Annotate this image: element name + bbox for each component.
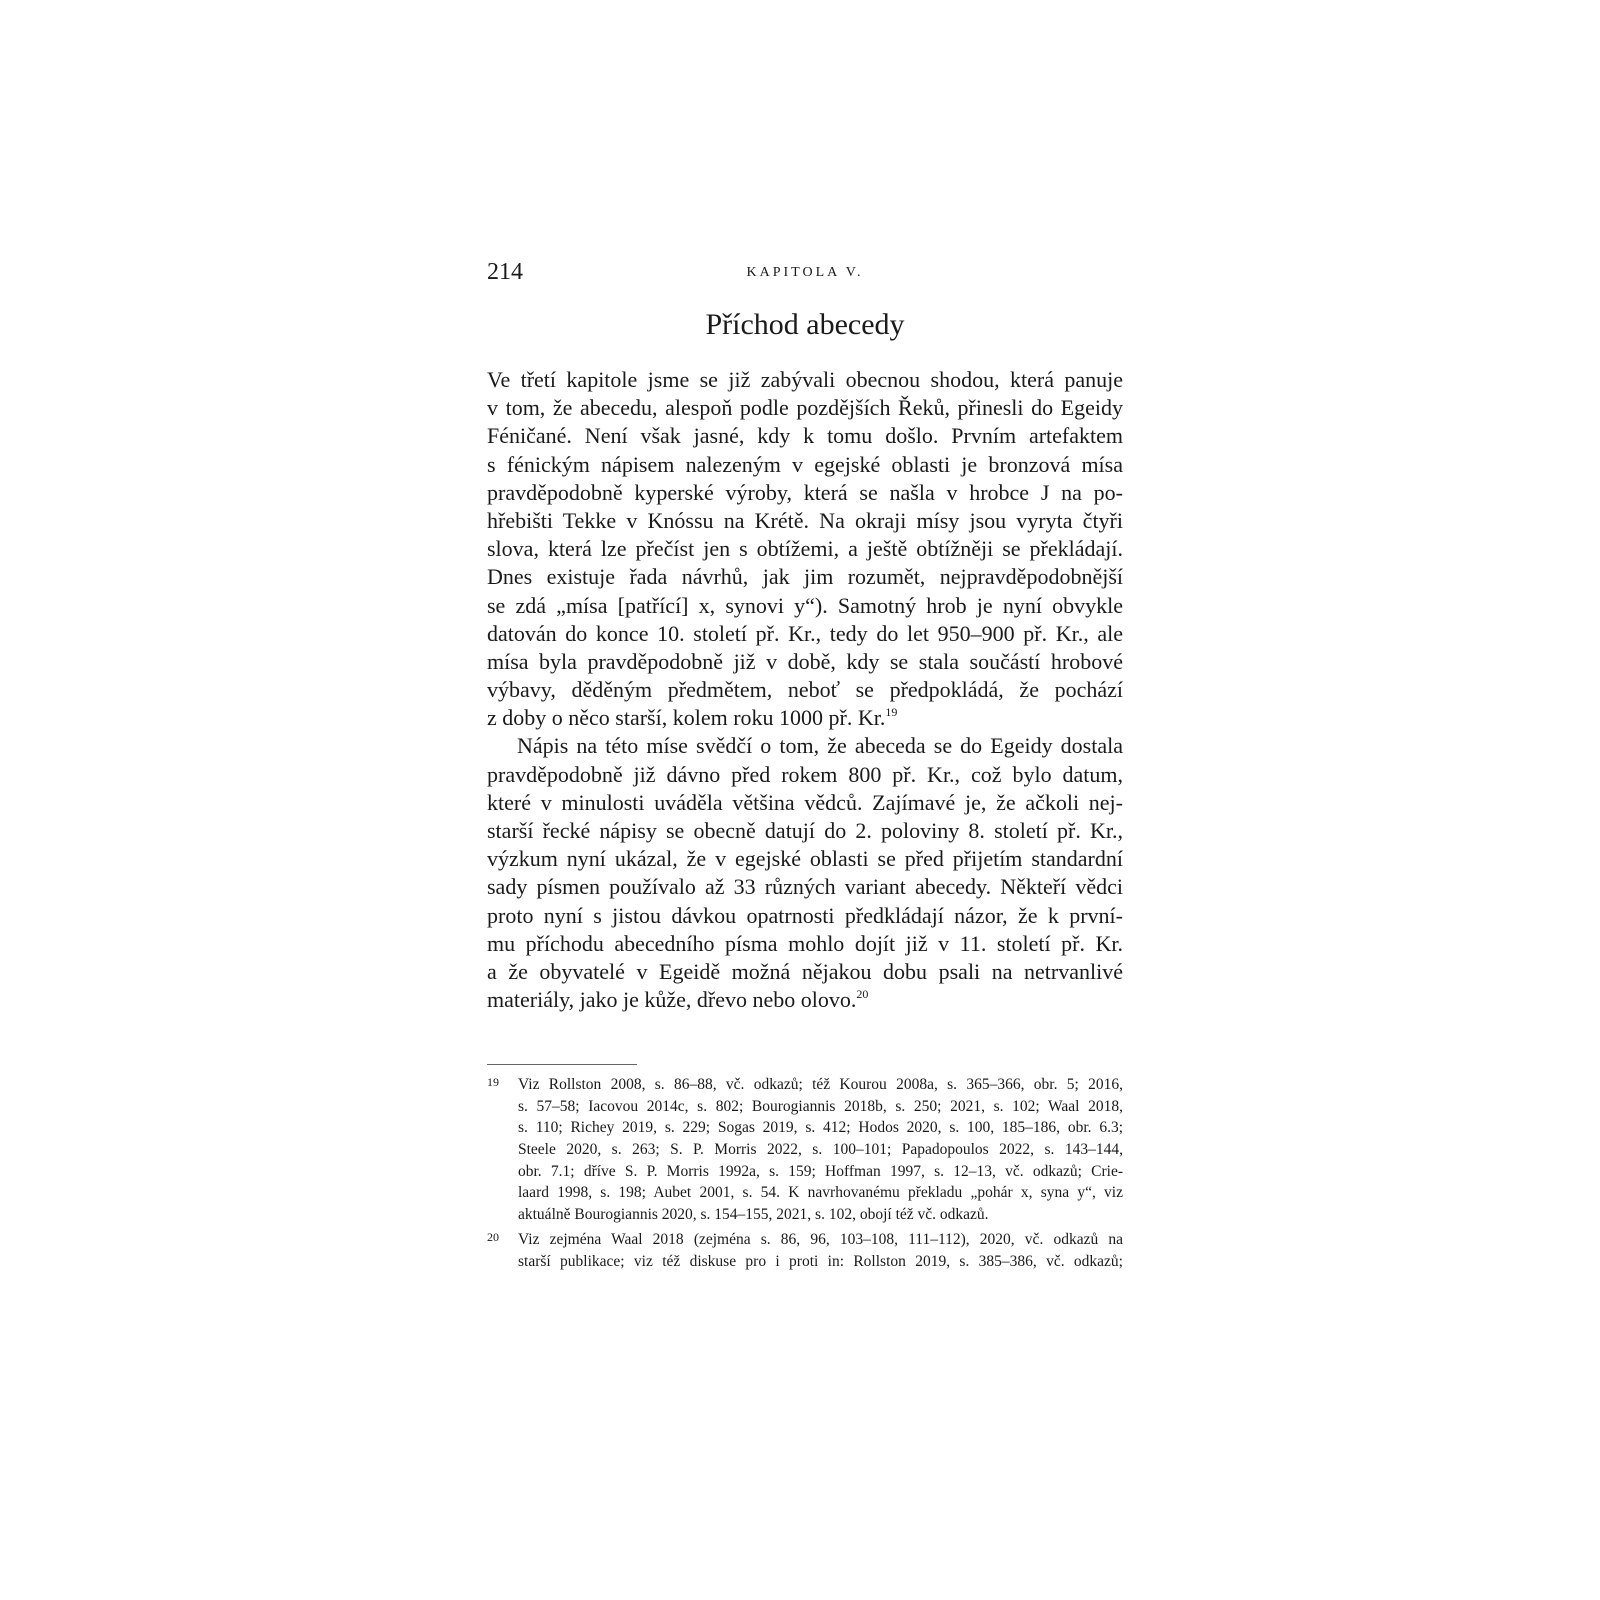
footnote-line: s. 110; Richey 2019, s. 229; Sogas 2019, s. 412; Hodos 2020, s. 100, 185–186, obr. 6.3; (518, 1119, 1123, 1137)
text-line-content: materiály, jako je kůže, dřevo nebo olovo. (487, 987, 857, 1013)
text-line: které v minulosti uváděla většina vědců. Zajímavé je, že ačkoli nej- (487, 789, 1123, 815)
text-line: v tom, že abecedu, alespoň podle pozdějších Řeků, přinesli do Egeidy (487, 395, 1123, 421)
text-line: proto nyní s jistou dávkou opatrnosti předkládají názor, že k první- (487, 902, 1123, 928)
text-line: mu příchodu abecedního písma mohlo dojít již v 11. století př. Kr. (487, 930, 1123, 956)
footnote-number: 19 (487, 1075, 499, 1089)
footnote-line: starší publikace; viz též diskuse pro i proti in: Rollston 2019, s. 385–386, vč. odkazů; (518, 1252, 1123, 1270)
running-head (487, 257, 1123, 289)
body-text (487, 366, 1123, 1014)
text-line: pravděpodobně kyperské výroby, která se našla v hrobce J na po- (487, 479, 1123, 505)
text-line: výzkum nyní ukázal, že v egejské oblasti se před přijetím standardní (487, 846, 1123, 872)
footnote-number: 20 (487, 1229, 499, 1244)
text-line: sady písmen používalo až 33 různých variant abecedy. Někteří vědci (487, 874, 1123, 900)
text-line: s fénickým nápisem nalezeným v egejské oblasti je bronzová mísa (487, 451, 1123, 477)
text-line: pravděpodobně již dávno před rokem 800 př. Kr., což bylo datum, (487, 761, 1123, 787)
footnotes (487, 1074, 1123, 1272)
text-line (487, 704, 1123, 732)
text-line-content: z doby o něco starší, kolem roku 1000 př. Kr. (487, 705, 886, 731)
text-line: a že obyvatelé v Egeidě možná nějakou dobu psali na netrvanlivé (487, 958, 1123, 984)
footnote-line: Viz zejména Waal 2018 (zejména s. 86, 96, 103–108, 111–112), 2020, vč. odkazů na (518, 1230, 1123, 1248)
footnote-line: Steele 2020, s. 263; S. P. Morris 2022, s. 100–101; Papadopoulos 2022, s. 143–144, (518, 1141, 1123, 1159)
footnote-line: aktuálně Bourogiannis 2020, s. 154–155, 2021, s. 102, obojí též vč. odkazů. (518, 1206, 989, 1224)
section-title: Příchod abecedy (705, 308, 905, 341)
text-line: starší řecké nápisy se obecně datují do 2. poloviny 8. století př. Kr., (487, 818, 1123, 843)
footnote-line: s. 57–58; Iacovou 2014c, s. 802; Bourogiannis 2018b, s. 250; 2021, s. 102; Waal 2018, (518, 1097, 1123, 1115)
footnote-20 (487, 1229, 1123, 1272)
footnote-ref-19[interactable]: 19 (885, 705, 898, 720)
footnote-line: Viz Rollston 2008, s. 86–88, vč. odkazů; též Kourou 2008a, s. 365–366, obr. 5; 2016, (518, 1076, 1123, 1093)
footnote-line: obr. 7.1; dříve S. P. Morris 1992a, s. 159; Hoffman 1997, s. 12–13, vč. odkazů; Crie- (518, 1162, 1123, 1180)
text-line: mísa byla pravděpodobně již v době, kdy se stala součástí hrobové (487, 648, 1123, 674)
text-line: Dnes existuje řada návrhů, jak jim rozumět, nejpravděpodobnější (487, 564, 1123, 590)
footnote-19 (487, 1074, 1123, 1226)
page-number: 214 (487, 259, 523, 285)
text-line: se zdá „mísa [patřící] x, synovi y“). Samotný hrob je nyní obvykle (487, 592, 1123, 618)
text-line (487, 986, 1123, 1014)
text-line: výbavy, děděným předmětem, neboť se předpokládá, že pochází (487, 677, 1123, 703)
text-line: Ve třetí kapitole jsme se již zabývali obecnou shodou, která panuje (487, 367, 1123, 392)
paragraph-2 (487, 732, 1123, 1014)
text-line: hřebišti Tekke v Knóssu na Krétě. Na okraji mísy jsou vyryta čtyři (487, 507, 1123, 533)
footnote-line: laard 1998, s. 198; Aubet 2001, s. 54. K navrhovanému překladu „pohár x, syna y“, viz (518, 1184, 1123, 1202)
text-line: datován do konce 10. století př. Kr., tedy do let 950–900 př. Kr., ale (487, 620, 1123, 646)
chapter-label: KAPITOLA V. (746, 265, 864, 280)
text-line: Féničané. Není však jasné, kdy k tomu došlo. Prvním artefaktem (487, 423, 1123, 449)
footnote-ref-20[interactable]: 20 (856, 987, 869, 1002)
text-line: slova, která lze přečíst jen s obtížemi, a ještě obtížněji se překládají. (487, 536, 1123, 562)
text-line: Nápis na této míse svědčí o tom, že abeceda se do Egeidy dostala (517, 733, 1123, 759)
footnote-divider (487, 1064, 637, 1065)
paragraph-1 (487, 366, 1123, 732)
